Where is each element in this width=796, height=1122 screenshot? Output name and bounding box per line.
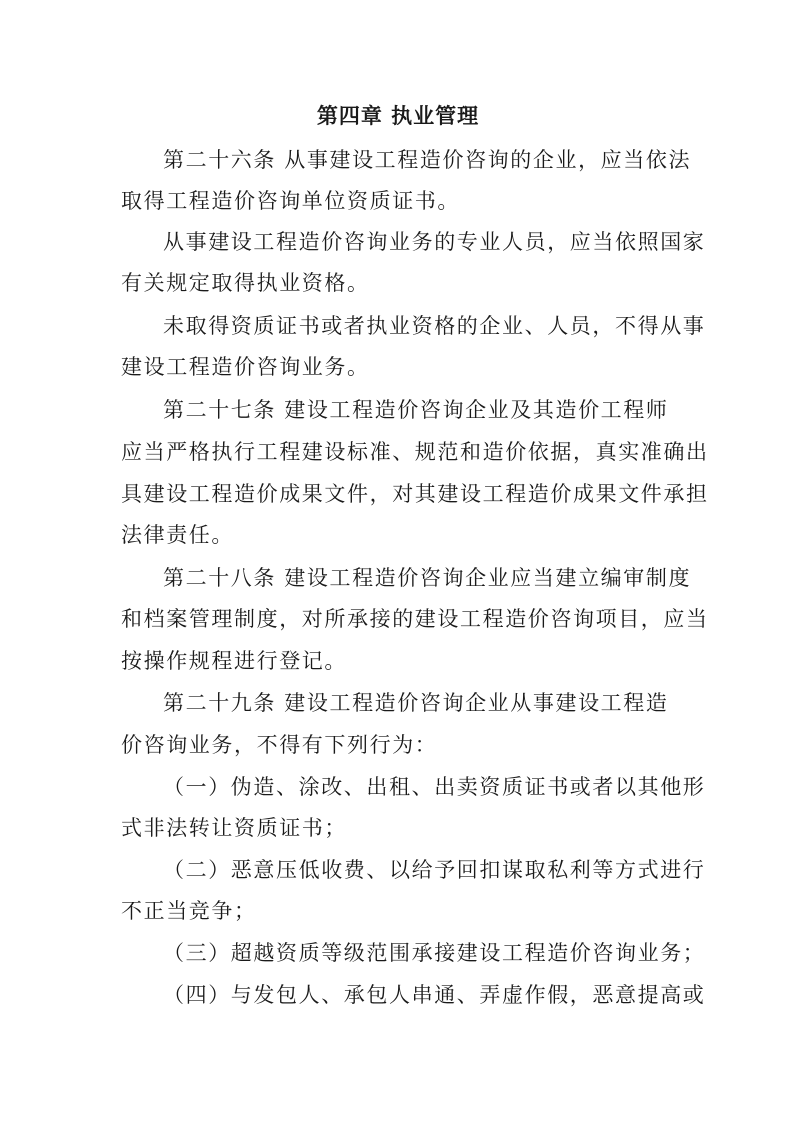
text-line: 第二十九条 建设工程造价咨询企业从事建设工程造 <box>163 691 669 715</box>
text-line: 第二十七条 建设工程造价咨询企业及其造价工程师 <box>163 398 669 422</box>
text-line: 法律责任。 <box>121 523 234 547</box>
text-line: 建设工程造价咨询业务。 <box>121 355 370 379</box>
text-line: 有关规定取得执业资格。 <box>121 271 370 295</box>
text-line: （二）恶意压低收费、以给予回扣谋取私利等方式进行 <box>163 858 706 882</box>
text-line: （三）超越资质等级范围承接建设工程造价咨询业务； <box>163 941 706 965</box>
text-line: 式非法转让资质证书； <box>121 816 347 840</box>
text-line: （四）与发包人、承包人串通、弄虚作假，恶意提高或 <box>163 983 706 1007</box>
text-line: 和档案管理制度，对所承接的建设工程造价咨询项目，应当 <box>121 607 709 631</box>
text-line: 第二十八条 建设工程造价咨询企业应当建立编审制度 <box>163 566 692 590</box>
text-line: 第二十六条 从事建设工程造价咨询的企业，应当依法 <box>163 148 692 172</box>
text-line: （一）伪造、涂改、出租、出卖资质证书或者以其他形 <box>163 775 706 799</box>
text-line: 价咨询业务，不得有下列行为： <box>121 733 438 757</box>
text-line: 不正当竞争； <box>121 899 257 923</box>
text-line: 按操作规程进行登记。 <box>121 649 347 673</box>
text-line: 未取得资质证书或者执业资格的企业、人员，不得从事 <box>163 314 706 338</box>
chapter-title: 第四章 执业管理 <box>316 104 480 128</box>
text-line: 从事建设工程造价咨询业务的专业人员，应当依照国家 <box>163 230 706 254</box>
text-line: 取得工程造价咨询单位资质证书。 <box>121 189 460 213</box>
text-line: 应当严格执行工程建设标准、规范和造价依据，真实准确出 <box>121 440 709 464</box>
text-line: 具建设工程造价成果文件，对其建设工程造价成果文件承担 <box>121 482 709 506</box>
